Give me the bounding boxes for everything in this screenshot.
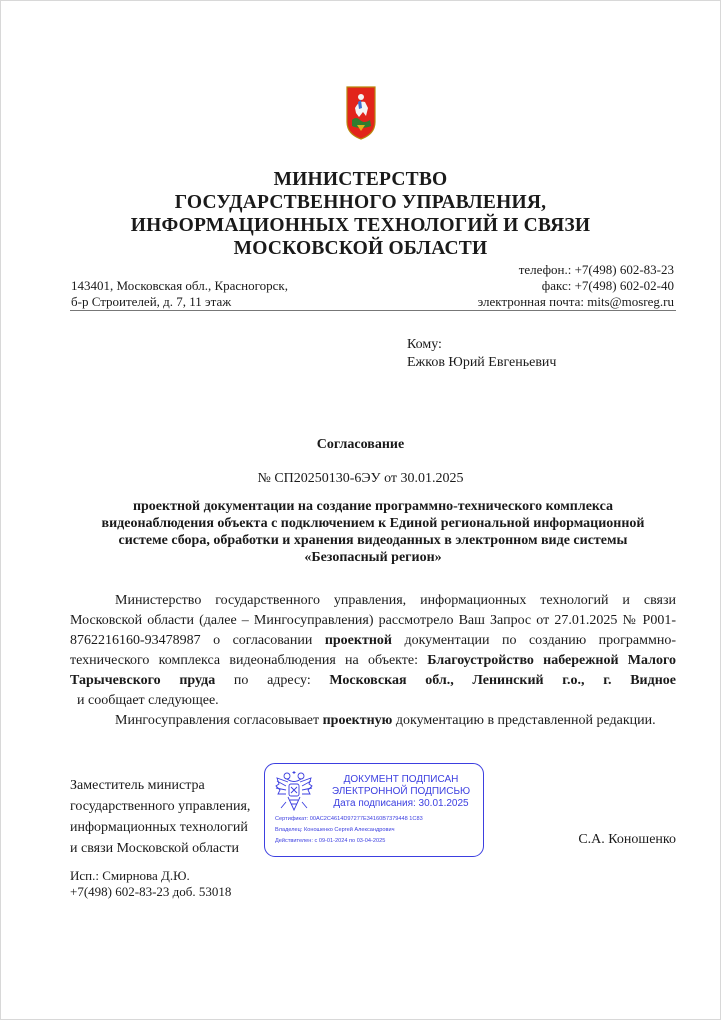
body-text: документации по созданию программно-технического комплекса видеонаблюдения на объекте: <box>70 633 677 668</box>
phone-text: телефон.: +7(498) 602-83-23 <box>518 262 674 277</box>
header-divider <box>70 310 676 311</box>
document-title: Согласование <box>316 437 405 452</box>
signer-name: С.А. Коношенко <box>578 832 676 847</box>
object-address: Московская обл., Ленинский г.о., г. Видное <box>329 673 676 688</box>
address-line: б-р Строителей, д. 7, 11 этаж <box>71 294 232 309</box>
address-block <box>71 278 288 310</box>
body-bold-text: проектной <box>324 633 392 648</box>
body-text: Министерство государственного управления, информационных технологий и связи Московской области (далее – Мингосуправления) рассмотрело Ваш Запрос от 27.01.2025 № Р001-8762216160-93478987 о согласовании <box>70 593 676 648</box>
address-line: 143401, Московская обл., Красногорск, <box>71 278 288 293</box>
ministry-name <box>0 168 721 260</box>
moscow-oblast-coat-of-arms-icon <box>346 86 376 140</box>
ministry-line: ГОСУДАРСТВЕННОГО УПРАВЛЕНИЯ, <box>174 192 547 213</box>
ministry-line: МОСКОВСКОЙ ОБЛАСТИ <box>233 238 488 259</box>
stamp-owner: Владелец: Коношенко Сергей Александрович <box>275 827 395 833</box>
executor-block <box>70 868 231 900</box>
ministry-line: МИНИСТЕРСТВО <box>273 169 448 190</box>
position-line: информационных технологий <box>70 820 248 835</box>
object-name: Благоустройство набережной Малого Тарычевского пруда <box>70 653 676 688</box>
recipient-name: Ежков Юрий Евгеньевич <box>407 355 557 370</box>
body-text: по адресу: <box>215 673 330 688</box>
stamp-heading-line-2: ЭЛЕКТРОННОЙ ПОДПИСЬЮ <box>331 786 471 797</box>
position-line: Заместитель министра <box>70 778 205 793</box>
body-text: документацию в представленной редакции. <box>392 713 656 728</box>
body-bold-text: проектную <box>322 713 393 728</box>
contact-block <box>478 262 674 310</box>
subject-line: системе сбора, обработки и хранения видеоданных в электронном виде системы <box>118 533 628 548</box>
subject-line: проектной документации на создание программно-технического комплекса <box>132 499 614 514</box>
ministry-line: ИНФОРМАЦИОННЫХ ТЕХНОЛОГИЙ И СВЯЗИ <box>130 215 591 236</box>
executor-name: Исп.: Смирнова Д.Ю. <box>70 868 190 883</box>
recipient-block <box>407 336 556 372</box>
stamp-validity: Действителен: с 09-01-2024 по 03-04-2025 <box>275 838 386 844</box>
letter-body <box>70 591 676 731</box>
document-number: № СП20250130-6ЭУ от 30.01.2025 <box>257 471 464 486</box>
body-paragraph-2 <box>70 711 676 731</box>
stamp-certificate: Сертификат: 00AC2C4614D97277E34160B7379448 1C83 <box>275 816 423 822</box>
stamp-signing-date: Дата подписания: 30.01.2025 <box>333 798 469 809</box>
body-paragraph-1 <box>70 591 676 711</box>
document-subject <box>70 498 676 566</box>
electronic-signature-stamp <box>264 763 484 857</box>
executor-phone: +7(498) 602-83-23 доб. 53018 <box>70 884 232 899</box>
stamp-heading-line-1: ДОКУМЕНТ ПОДПИСАН <box>343 774 459 785</box>
subject-line: видеонаблюдения объекта с подключением к Единой региональной информационной <box>101 516 645 531</box>
body-text: Мингосуправления согласовывает <box>115 713 323 728</box>
fax-text: факс: +7(498) 602-02-40 <box>541 278 674 293</box>
subject-line: «Безопасный регион» <box>304 550 442 565</box>
email-text: электронная почта: mits@mosreg.ru <box>477 294 674 309</box>
signer-position <box>70 775 250 859</box>
body-text: и сообщает следующее. <box>70 693 219 708</box>
position-line: государственного управления, <box>70 799 251 814</box>
position-line: и связи Московской области <box>70 841 239 856</box>
recipient-label: Кому: <box>407 337 442 352</box>
